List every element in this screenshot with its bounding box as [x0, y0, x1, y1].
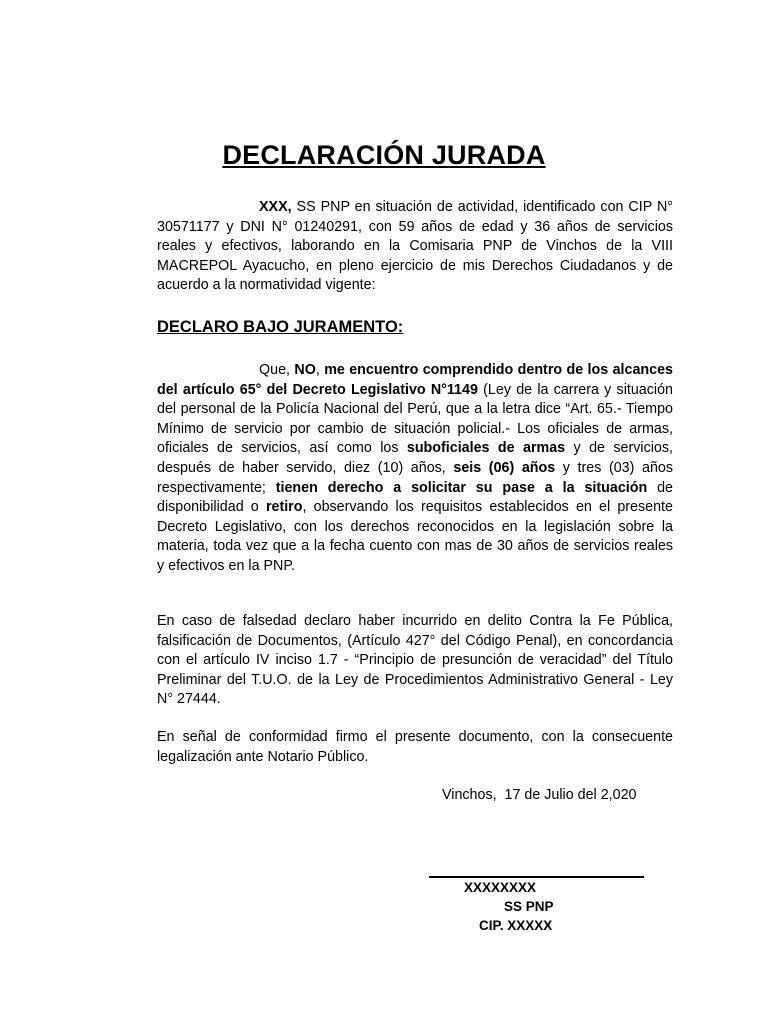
conformidad-paragraph: En señal de conformidad firmo el presente documento, con la consecuente legalización ante Notario Público.: [157, 729, 673, 765]
declaration-heading: DECLARO BAJO JURAMENTO:: [157, 318, 404, 336]
decl-text-5: y tres (03) años respectivamente;: [157, 459, 673, 496]
signature-rank: SS PNP: [504, 899, 554, 914]
decl-text-1: Que,: [259, 362, 295, 378]
falsedad-paragraph: En caso de falsedad declaro haber incurrido en delito Contra la Fe Pública, falsificación de Documentos, (Artículo 427° del Código Penal), en concordancia con el artículo IV inciso 1.7 - “Principio de presunción de veracidad” del Título Preliminar del T.U.O. de la Ley de Procedimientos Administrativo General - Ley N° 27444.: [157, 613, 673, 708]
decl-text-6: de disponibilidad o: [157, 479, 674, 516]
decl-text-2: ,: [315, 362, 325, 378]
intro-paragraph: [157, 198, 673, 296]
decl-bold-seis: seis (06) años: [453, 459, 556, 476]
decl-bold-article: me encuentro comprendido dentro de los alcances del artículo 65° del Decreto Legislativo N°1149: [157, 362, 673, 398]
intro-text: SS PNP en situación de actividad, identificado con CIP N° 30571177 y DNI N° 01240291, con 59 años de edad y 36 años de servicios reales y efectivos, laborando en la Comisaria PNP de Vinchos de la VIII MACREPOL Ayacucho, en pleno ejercicio de mis Derechos Ciudadanos y de acuerdo a la normatividad vigente:: [157, 199, 673, 294]
signature-line: [429, 876, 644, 878]
decl-bold-derecho: tienen derecho a solicitar su pase a la situación: [275, 479, 648, 496]
decl-text-7: , observando los requisitos establecidos en el presente Decreto Legislativo, con los derechos reconocidos en la legislación sobre la materia, toda vez que a la fecha cuento con mas de 30 años de servicios reales y efectivos en la PNP.: [157, 499, 673, 574]
declarant-name: XXX,: [259, 199, 292, 215]
signature-name: XXXXXXXX: [464, 880, 537, 895]
decl-text-4: y de servicios, después de haber servido, diez (10) años,: [157, 440, 673, 476]
title-part1: DECLARACIÓN: [222, 140, 425, 170]
document-title: [0, 140, 768, 171]
date-line: Vinchos, 17 de Julio del 2,020: [442, 787, 637, 803]
declaration-paragraph: [157, 361, 673, 577]
decl-text-3: (Ley de la carrera y situación del personal de la Policía Nacional del Perú, que a la letra dice “Art. 65.- Tiempo Mínimo de servicio por cambio de situación policial.- Los oficiales de armas, oficiales de servicios, así como los: [157, 381, 673, 457]
decl-bold-retiro: retiro: [265, 499, 303, 516]
signature-cip: CIP. XXXXX: [479, 918, 553, 933]
title-part2: JURADA: [431, 140, 546, 170]
decl-bold-no: NO: [294, 362, 316, 378]
decl-bold-suboficiales: suboficiales de armas: [406, 440, 566, 457]
